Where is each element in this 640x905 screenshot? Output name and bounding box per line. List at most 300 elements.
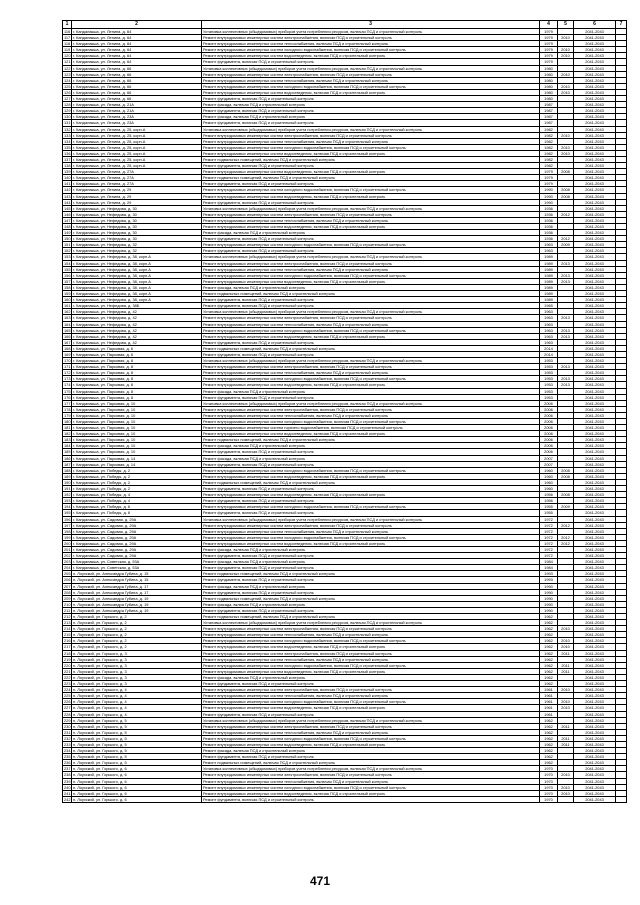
row-number-cell: 165 [64,327,71,333]
work-type-cell: Ремонт внутридомовых инженерных систем электроснабжения, включая ПСД и строительный контроль [202,315,540,321]
planned-period-cell: 2041-2043 [574,89,616,95]
address-cell: г. Кандалакша, ул. Ленина, д. 25, корп.А [72,138,202,144]
last-repair-year-cell: 2010 [558,47,574,53]
row-number-cell: 236 [64,760,71,766]
build-year-cell: 1936 [540,217,558,223]
planned-period-cell: 2041-2043 [574,83,616,89]
work-type-cell: Ремонт фасада, включая ПСД и строительный контроль [202,559,540,565]
build-year-cell: 1990 [540,199,558,205]
address-cell: г. Кандалакша, ул. Нефедова, д. 42 [72,321,202,327]
address-cell: п. Лоухский, ул. Горького, д. 2 [72,626,202,632]
planned-period-cell: 2041-2043 [574,291,616,297]
row-number-cell: 234 [64,748,71,754]
build-year-cell: 1963 [540,327,558,333]
address-cell: г. Кандалакша, ул. Парковая, д. 6 [72,351,202,357]
address-cell: г. Кандалакша, ул. Победы, д. 2 [72,486,202,492]
last-repair-year-cell: 2008 [558,492,574,498]
work-type-cell: Ремонт внутридомовых инженерных систем холодного водоснабжения, включая ПСД и строительный контроль [202,327,540,333]
planned-period-cell: 2041-2043 [574,571,616,577]
last-repair-year-cell: 2010 [558,150,574,156]
build-year-cell: 2006 [540,406,558,412]
build-year-cell: 1962 [540,632,558,638]
address-cell: г. Кандалакша, ул. Парковая, д. 8 [72,370,202,376]
last-repair-year-cell: 2012 [558,540,574,546]
last-repair-year-cell: 2013 [558,333,574,339]
planned-period-cell: 2041-2043 [574,467,616,473]
planned-period-cell: 2041-2043 [574,156,616,162]
row-number-cell: 173 [64,376,71,382]
build-year-cell: 1953 [540,364,558,370]
row-number-cell: 215 [64,632,71,638]
address-cell: г. Кандалакша, ул. Парковая, д. 10 [72,425,202,431]
build-year-cell: 1972 [540,534,558,540]
work-type-cell: Ремонт фундамента, включая ПСД и строительный контроль [202,163,540,169]
build-year-cell: 1979 [540,181,558,187]
work-type-cell: Ремонт внутридомовых инженерных систем водоотведения, включая ПСД и строительный контроль [202,644,540,650]
work-type-cell: Ремонт подвальных помещений, включая ПСД и строительный контроль [202,156,540,162]
address-cell: п. Лоухский, ул. Александра Губина, д. 15 [72,577,202,583]
planned-period-cell: 2041-2043 [574,242,616,248]
planned-period-cell: 2041-2043 [574,449,616,455]
planned-period-cell: 2041-2043 [574,266,616,272]
last-repair-year-cell: 2010 [558,687,574,693]
address-cell: г. Кандалакша, ул. Нефедова, д. 42 [72,315,202,321]
address-cell: г. Кандалакша, ул. Нефедова, д. 38, корп.А [72,278,202,284]
work-type-cell: Ремонт внутридомовых инженерных систем водоотведения, включая ПСД и строительный контроль [202,668,540,674]
build-year-cell: 1989 [540,260,558,266]
work-type-cell: Ремонт внутридомовых инженерных систем теплоснабжения, включая ПСД и строительный контроль [202,632,540,638]
address-cell: п. Лоухский, ул. Горького, д. 2 [72,632,202,638]
address-cell: г. Кандалакша, ул. Советская, д. 53А [72,565,202,571]
build-year-cell: 2006 [540,400,558,406]
row-number-cell: 194 [64,504,71,510]
work-type-cell: Ремонт подвальных помещений, включая ПСД и строительный контроль [202,479,540,485]
planned-period-cell: 2041-2043 [574,589,616,595]
address-cell: г. Кандалакша, ул. Ленина, д. 66 [72,77,202,83]
address-cell: г. Кандалакша, ул. Нефедова, д. 38, корп.А [72,284,202,290]
address-cell: п. Лоухский, ул. Александра Губина, д. 19 [72,595,202,601]
last-repair-year-cell: 2013 [558,272,574,278]
work-type-cell: Ремонт фасада, включая ПСД и строительный контроль [202,230,540,236]
work-type-cell: Ремонт внутридомовых инженерных систем водоотведения, включая ПСД и строительный контроль [202,431,540,437]
work-type-cell: Ремонт внутридомовых инженерных систем электроснабжения, включая ПСД и строительный контроль [202,522,540,528]
last-repair-year-cell: 2010 [558,35,574,41]
row-number-cell: 175 [64,388,71,394]
address-cell: г. Кандалакша, ул. Нефедова, д. 42 [72,333,202,339]
work-type-cell: Установка коллективных (общедомовых) приборов учета потребления ресурсов, включая ПСД и строительный контроль [202,205,540,211]
row-number-cell: 161 [64,303,71,309]
planned-period-cell: 2041-2043 [574,735,616,741]
address-cell: п. Лоухский, ул. Горького, д. 4 [72,705,202,711]
build-year-cell: 2014 [540,351,558,357]
work-type-cell: Установка коллективных (общедомовых) приборов учета потребления ресурсов, включая ПСД и строительный контроль [202,766,540,772]
build-year-cell: 1962 [540,638,558,644]
planned-period-cell: 2041-2043 [574,748,616,754]
row-number-cell: 159 [64,291,71,297]
row-number-cell: 131 [64,120,71,126]
row-number-cell: 187 [64,461,71,467]
build-year-cell: 1936 [540,205,558,211]
work-type-cell: Ремонт фасада, включая ПСД и строительный контроль [202,443,540,449]
build-year-cell: 1979 [540,175,558,181]
row-number-cell: 211 [64,607,71,613]
address-cell: г. Кандалакша, ул. Победы, д. 2 [72,467,202,473]
address-cell: г. Кандалакша, ул. Ленина, д. 64 [72,59,202,65]
work-type-cell: Ремонт внутридомовых инженерных систем холодного водоснабжения, включая ПСД и строительный контроль [202,47,540,53]
work-type-cell: Ремонт внутридомовых инженерных систем электроснабжения, включая ПСД и строительный контроль [202,772,540,778]
work-type-cell: Ремонт фасада, включая ПСД и строительный контроль [202,674,540,680]
build-year-cell: 1963 [540,333,558,339]
work-type-cell: Ремонт внутридомовых инженерных систем теплоснабжения, включая ПСД и строительный контроль [202,528,540,534]
work-type-cell: Ремонт внутридомовых инженерных систем водоотведения, включая ПСД и строительный контроль [202,224,540,230]
last-repair-year-cell: 2011 [558,650,574,656]
planned-period-cell: 2041-2043 [574,132,616,138]
row-number-cell: 137 [64,156,71,162]
row-number-cell: 118 [64,41,71,47]
address-cell: г. Кандалакша, ул. Ленина, д. 27А [72,169,202,175]
planned-period-cell: 2041-2043 [574,668,616,674]
address-cell: г. Кандалакша, ул. Нефедова, д. 42 [72,339,202,345]
row-number-cell: 143 [64,193,71,199]
address-cell: г. Кандалакша, ул. Ленина, д. 64 [72,35,202,41]
build-year-cell: 1962 [540,662,558,668]
planned-period-cell: 2041-2043 [574,41,616,47]
last-repair-year-cell: 2010 [558,699,574,705]
build-year-cell: 1962 [540,748,558,754]
address-cell: г. Кандалакша, ул. Победы, д. 6 [72,510,202,516]
row-number-cell: 216 [64,638,71,644]
address-cell: г. Кандалакша, ул. Нефедова, д. 38Б [72,303,202,309]
build-year-cell: 1980 [540,89,558,95]
row-number-cell: 120 [64,53,71,59]
address-cell: п. Лоухский, ул. Горького, д. 3 [72,656,202,662]
last-repair-year-cell: 2011 [558,723,574,729]
row-number-cell: 233 [64,741,71,747]
address-cell: п. Лоухский, ул. Горького, д. 3 [72,681,202,687]
work-type-cell: Ремонт внутридомовых инженерных систем теплоснабжения, включая ПСД и строительный контроль [202,217,540,223]
row-number-cell: 155 [64,266,71,272]
row-number-cell: 179 [64,412,71,418]
address-cell: г. Кандалакша, ул. Садовая, д. 29А [72,516,202,522]
build-year-cell: 1993 [540,571,558,577]
build-year-cell: 1961 [540,699,558,705]
planned-period-cell: 2041-2043 [574,437,616,443]
address-cell: п. Лоухский, ул. Александра Губина, д. 15 [72,571,202,577]
row-number-cell: 121 [64,59,71,65]
address-cell: г. Кандалакша, ул. Парковая, д. 10 [72,449,202,455]
work-type-cell: Ремонт фасада, включая ПСД и строительный контроль [202,114,540,120]
address-cell: г. Кандалакша, ул. Ленина, д. 64 [72,41,202,47]
build-year-cell: 1989 [540,297,558,303]
planned-period-cell: 2041-2043 [574,303,616,309]
work-type-cell: Ремонт фундамента, включая ПСД и строительный контроль [202,486,540,492]
last-repair-year-cell: 2010 [558,638,574,644]
row-number-cell: 183 [64,437,71,443]
build-year-cell: 1990 [540,583,558,589]
row-number-cell: 178 [64,406,71,412]
build-year-cell: 1979 [540,59,558,65]
build-year-cell: 1970 [540,778,558,784]
row-number-cell: 174 [64,382,71,388]
work-type-cell: Ремонт фундамента, включая ПСД и строительный контроль [202,510,540,516]
work-type-cell: Ремонт подвальных помещений, включая ПСД и строительный контроль [202,595,540,601]
address-cell: г. Кандалакша, ул. Парковая, д. 8 [72,376,202,382]
column-header: 1 [63,21,72,29]
work-type-cell: Установка коллективных (общедомовых) приборов учета потребления ресурсов, включая ПСД и строительный контроль [202,400,540,406]
build-year-cell: 1970 [540,766,558,772]
row-number-cell: 205 [64,571,71,577]
address-cell: г. Кандалакша, ул. Ленина, д. 29 [72,193,202,199]
planned-period-cell: 2041-2043 [574,595,616,601]
last-repair-year-cell: 2010 [558,784,574,790]
planned-period-cell: 2041-2043 [574,711,616,717]
planned-period-cell: 2041-2043 [574,278,616,284]
work-type-cell: Ремонт внутридомовых инженерных систем электроснабжения, включая ПСД и строительный контроль [202,211,540,217]
planned-period-cell: 2041-2043 [574,217,616,223]
work-type-cell: Ремонт внутридомовых инженерных систем теплоснабжения, включая ПСД и строительный контроль [202,778,540,784]
build-year-cell: 1955 [540,504,558,510]
row-number-cell: 167 [64,339,71,345]
address-cell: г. Кандалакша, ул. Парковая, д. 10 [72,406,202,412]
build-year-cell: 1987 [540,114,558,120]
planned-period-cell: 2041-2043 [574,577,616,583]
address-cell: г. Кандалакша, ул. Садовая, д. 29А [72,534,202,540]
work-type-cell: Установка коллективных (общедомовых) приборов учета потребления ресурсов, включая ПСД и строительный контроль [202,126,540,132]
work-type-cell: Ремонт фасада, включая ПСД и строительный контроль [202,546,540,552]
row-number-cell: 224 [64,687,71,693]
work-type-cell: Ремонт внутридомовых инженерных систем водоотведения, включая ПСД и строительный контроль [202,193,540,199]
planned-period-cell: 2041-2043 [574,400,616,406]
planned-period-cell: 2041-2043 [574,601,616,607]
row-number-cell: 201 [64,546,71,552]
build-year-cell: 1972 [540,553,558,559]
address-cell: п. Лоухский, ул. Горького, д. 5 [72,717,202,723]
row-number-cell: 124 [64,77,71,83]
work-type-cell: Ремонт внутридомовых инженерных систем водоотведения, включая ПСД и строительный контроль [202,540,540,546]
last-repair-year-cell: 2011 [558,735,574,741]
row-number-cell: 147 [64,217,71,223]
work-type-cell: Ремонт внутридомовых инженерных систем водоотведения, включая ПСД и строительный контроль [202,473,540,479]
row-number-cell: 126 [64,89,71,95]
work-type-cell: Ремонт внутридомовых инженерных систем холодного водоснабжения, включая ПСД и строительный контроль [202,504,540,510]
planned-period-cell: 2041-2043 [574,364,616,370]
last-repair-year-cell: 2010 [558,626,574,632]
build-year-cell: 1962 [540,656,558,662]
work-type-cell: Ремонт внутридомовых инженерных систем электроснабжения, включая ПСД и строительный контроль [202,406,540,412]
work-type-cell: Ремонт внутридомовых инженерных систем холодного водоснабжения, включая ПСД и строительный контроль [202,735,540,741]
row-number-cell: 150 [64,236,71,242]
row-number-cell: 214 [64,626,71,632]
build-year-cell: 1962 [540,681,558,687]
row-number-cell: 218 [64,650,71,656]
row-number-cell: 242 [64,796,71,802]
address-cell: п. Лоухский, ул. Горького, д. 5 [72,723,202,729]
work-type-cell: Ремонт фундамента, включая ПСД и строительный контроль [202,297,540,303]
column-header: 3 [202,21,540,29]
address-cell: г. Кандалакша, ул. Парковая, д. 10 [72,412,202,418]
last-repair-year-cell: 2010 [558,790,574,796]
planned-period-cell: 2041-2043 [574,540,616,546]
last-repair-year-cell: 2008 [558,169,574,175]
work-type-cell: Ремонт внутридомовых инженерных систем электроснабжения, включая ПСД и строительный контроль [202,723,540,729]
last-repair-year-cell: 2013 [558,260,574,266]
planned-period-cell: 2041-2043 [574,205,616,211]
address-cell: г. Кандалакша, ул. Ленина, д. 25, корп.А [72,132,202,138]
row-number-cell: 238 [64,772,71,778]
build-year-cell: 1962 [540,626,558,632]
last-repair-year-cell: 2011 [558,741,574,747]
last-repair-year-cell: 2010 [558,705,574,711]
work-type-cell: Ремонт фундамента, включая ПСД и строительный контроль [202,96,540,102]
address-cell: п. Лоухский, ул. Горького, д. 3 [72,668,202,674]
planned-period-cell: 2041-2043 [574,455,616,461]
address-cell: г. Кандалакша, ул. Ленина, д. 25, корп.А [72,163,202,169]
address-cell: г. Кандалакша, ул. Ленина, д. 64 [72,29,202,35]
planned-period-cell: 2041-2043 [574,498,616,504]
last-repair-year-cell: 2010 [558,144,574,150]
row-number-cell: 231 [64,729,71,735]
row-number-cell: 125 [64,83,71,89]
work-type-cell: Ремонт внутридомовых инженерных систем электроснабжения, включая ПСД и строительный контроль [202,132,540,138]
build-year-cell: 2014 [540,345,558,351]
address-cell: г. Кандалакша, ул. Нефедова, д. 30 [72,224,202,230]
build-year-cell: 1960 [540,473,558,479]
planned-period-cell: 2041-2043 [574,272,616,278]
planned-period-cell: 2041-2043 [574,419,616,425]
row-number-cell: 221 [64,668,71,674]
work-type-cell: Ремонт внутридомовых инженерных систем холодного водоснабжения, включая ПСД и строительный контроль [202,144,540,150]
planned-period-cell: 2041-2043 [574,211,616,217]
build-year-cell: 1989 [540,284,558,290]
build-year-cell: 1989 [540,272,558,278]
build-year-cell: 1962 [540,729,558,735]
planned-period-cell: 2041-2043 [574,181,616,187]
address-cell: г. Кандалакша, ул. Нефедова, д. 38, корп.А [72,291,202,297]
address-cell: п. Лоухский, ул. Горького, д. 6 [72,778,202,784]
row-number-cell: 195 [64,510,71,516]
planned-period-cell: 2041-2043 [574,699,616,705]
work-type-cell: Ремонт фундамента, включая ПСД и строительный контроль [202,339,540,345]
planned-period-cell: 2041-2043 [574,297,616,303]
address-cell: г. Кандалакша, ул. Ленина, д. 66 [72,96,202,102]
row-number-cell: 185 [64,449,71,455]
build-year-cell: 1984 [540,565,558,571]
planned-period-cell: 2041-2043 [574,199,616,205]
build-year-cell: 1979 [540,35,558,41]
work-type-cell: Ремонт подвальных помещений, включая ПСД и строительный контроль [202,291,540,297]
build-year-cell: 1953 [540,394,558,400]
row-number-cell: 204 [64,565,71,571]
work-type-cell: Ремонт фундамента, включая ПСД и строительный контроль [202,565,540,571]
row-number-cell: 182 [64,431,71,437]
work-type-cell: Ремонт фундамента, включая ПСД и строительный контроль [202,754,540,760]
planned-period-cell: 2041-2043 [574,534,616,540]
last-repair-year-cell: 2010 [558,53,574,59]
planned-period-cell: 2041-2043 [574,473,616,479]
build-year-cell: 2006 [540,419,558,425]
row-number-cell: 164 [64,321,71,327]
build-year-cell: 2006 [540,431,558,437]
address-cell: п. Лоухский, ул. Горького, д. 5 [72,729,202,735]
build-year-cell: 1989 [540,278,558,284]
work-type-cell: Ремонт внутридомовых инженерных систем горячего водоснабжения, включая ПСД и строительный контроль [202,425,540,431]
address-cell: п. Лоухский, ул. Горького, д. 4 [72,711,202,717]
planned-period-cell: 2041-2043 [574,382,616,388]
planned-period-cell: 2041-2043 [574,687,616,693]
build-year-cell: 1993 [540,577,558,583]
row-number-cell: 232 [64,735,71,741]
address-cell: п. Лоухский, ул. Горького, д. 6 [72,784,202,790]
address-cell: г. Кандалакша, ул. Ленина, д. 66 [72,65,202,71]
last-repair-year-cell [558,796,574,802]
work-type-cell: Ремонт внутридомовых инженерных систем теплоснабжения, включая ПСД и строительный контроль [202,77,540,83]
work-type-cell: Ремонт внутридомовых инженерных систем холодного водоснабжения, включая ПСД и строительный контроль [202,376,540,382]
row-number-cell: 157 [64,278,71,284]
planned-period-cell: 2041-2043 [574,370,616,376]
planned-period-cell: 2041-2043 [574,565,616,571]
planned-period-cell: 2041-2043 [574,760,616,766]
build-year-cell: 1962 [540,760,558,766]
work-type-cell: Ремонт внутридомовых инженерных систем водоотведения, включая ПСД и строительный контроль [202,382,540,388]
address-cell: п. Лоухский, ул. Горького, д. 5 [72,754,202,760]
build-year-cell: 1953 [540,388,558,394]
build-year-cell: 1990 [540,607,558,613]
last-repair-year-cell: 2010 [558,83,574,89]
last-repair-year-cell: 2011 [558,662,574,668]
row-number-cell: 168 [64,345,71,351]
address-cell: г. Кандалакша, ул. Садовая, д. 29А [72,540,202,546]
work-type-cell: Ремонт фундамента, включая ПСД и строительный контроль [202,461,540,467]
work-type-cell: Ремонт внутридомовых инженерных систем водоотведения, включая ПСД и строительный контроль [202,790,540,796]
address-cell: п. Лоухский, ул. Горького, д. 3 [72,674,202,680]
address-cell: г. Кандалакша, ул. Ленина, д. 27А [72,181,202,187]
build-year-cell: 1980 [540,96,558,102]
planned-period-cell: 2041-2043 [574,620,616,626]
row-number-cell: 148 [64,224,71,229]
row-number-cell: 227 [64,705,71,711]
row-number-cell: 135 [64,144,71,150]
build-year-cell: 1982 [540,163,558,169]
work-type-cell: Ремонт внутридомовых инженерных систем холодного водоснабжения, включая ПСД и строительный контроль [202,784,540,790]
address-cell: п. Лоухский, ул. Горького, д. 2 [72,638,202,644]
row-number-cell: 220 [64,662,71,668]
planned-period-cell: 2041-2043 [574,607,616,613]
address-cell: п. Лоухский, ул. Горького, д. 2 [72,620,202,626]
planned-period-cell: 2041-2043 [574,175,616,181]
work-type-cell: Ремонт фасада, включая ПСД и строительный контроль [202,102,540,108]
build-year-cell: 1979 [540,47,558,53]
row-number-cell: 123 [64,71,71,77]
build-year-cell: 1989 [540,291,558,297]
build-year-cell: 1936 [540,224,558,230]
build-year-cell: 1987 [540,120,558,126]
build-year-cell: 1979 [540,29,558,35]
work-type-cell: Ремонт фундамента, включая ПСД и строительный контроль [202,577,540,583]
row-number-cell: 198 [64,528,71,534]
address-cell: г. Кандалакша, ул. Парковая, д. 10 [72,419,202,425]
address-cell: г. Кандалакша, ул. Нефедова, д. 30 [72,236,202,242]
work-type-cell: Ремонт внутридомовых инженерных систем холодного водоснабжения, включая ПСД и строительный контроль [202,699,540,705]
row-number-cell: 181 [64,425,71,431]
row-number-cell: 209 [64,595,71,601]
address-cell: г. Кандалакша, ул. Победы, д. 2 [72,473,202,479]
planned-period-cell: 2041-2043 [574,553,616,559]
work-type-cell: Ремонт внутридомовых инженерных систем водоотведения, включая ПСД и строительный контроль [202,89,540,95]
work-type-cell: Ремонт фундамента, включая ПСД и строительный контроль [202,236,540,242]
planned-period-cell: 2041-2043 [574,443,616,449]
planned-period-cell: 2041-2043 [574,29,616,35]
address-cell: г. Кандалакша, ул. Ленина, д. 23А [72,120,202,126]
